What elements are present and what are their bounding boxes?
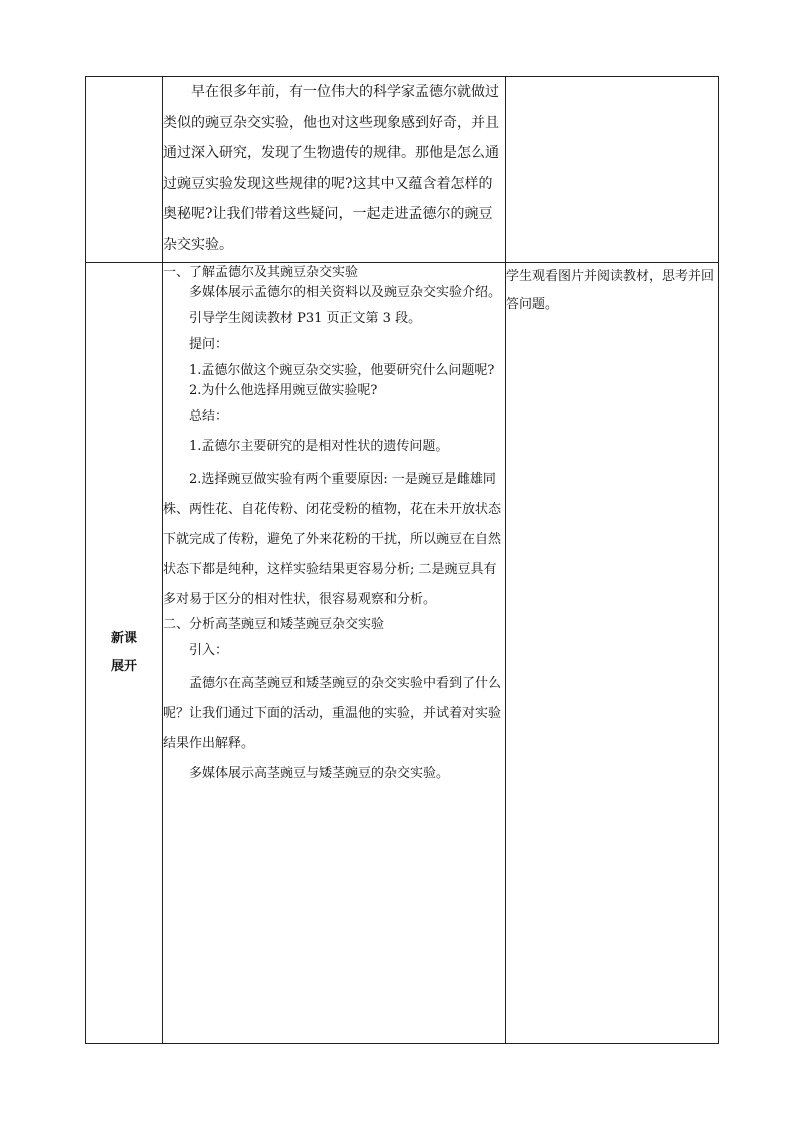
intro-label: 引入： <box>189 643 229 658</box>
intro-label-cell <box>86 77 163 263</box>
intro-row <box>86 77 719 263</box>
summary-label: 总结： <box>189 409 229 424</box>
part2-intro: 孟德尔在高茎豌豆和矮茎豌豆的杂交实验中看到了什么呢？让我们通过下面的活动，重温他的实验，并试着对实验结果作出解释。 <box>163 676 502 751</box>
section-label-line2: 展开 <box>110 659 137 674</box>
section-label-line1: 新课 <box>110 631 137 646</box>
teacher-activity-cell <box>163 263 506 1044</box>
summary-1: 1.孟德尔主要研究的是相对性状的遗传问题。 <box>189 439 449 454</box>
intro-activity-cell <box>506 77 719 263</box>
part2-title: 二、分析高茎豌豆和矮茎豌豆杂交实验 <box>163 617 385 632</box>
question-label: 提问： <box>189 337 229 352</box>
part1-title: 一、了解孟德尔及其豌豆杂交实验 <box>163 265 359 280</box>
summary-2: 2.选择豌豆做实验有两个重要原因: 一是豌豆是雌雄同株、两性花、自花传粉、闭花受粉的植物，花在未开放状态下就完成了传粉，避免了外来花粉的干扰，所以豌豆在自然状态下都是纯种，这样实验结果更容易分析; 二是豌豆具有多对易于区分的相对性状，很容易观察和分析。 <box>163 472 502 607</box>
student-activity-text: 学生观看图片并阅读教材，思考并回答问题。 <box>506 269 715 312</box>
intro-content-cell <box>163 77 506 263</box>
intro-paragraph: 早在很多年前，有一位伟大的科学家孟德尔就做过类似的豌豆杂交实验，他也对这些现象感到好奇，并且通过深入研究，发现了生物遗传的规律。那他是怎么通过豌豆实验发现这些规律的呢?这其中又蕴含着怎样的奥秘呢?让我们带着这些疑问，一起走进孟德尔的豌豆杂交实验。 <box>163 84 499 253</box>
part2-media: 多媒体展示高茎豌豆与矮茎豌豆的杂交实验。 <box>189 766 450 781</box>
new-lesson-row <box>86 263 719 1044</box>
student-activity-cell <box>506 263 719 1044</box>
section-label <box>86 625 162 681</box>
part1-media: 多媒体展示孟德尔的相关资料以及豌豆杂交实验介绍。 <box>189 285 502 300</box>
lesson-plan-table <box>85 76 719 1044</box>
question-1: 1.孟德尔做这个豌豆杂交实验，他要研究什么问题呢? <box>189 363 495 378</box>
question-2: 2.为什么他选择用豌豆做实验呢? <box>189 383 378 398</box>
part1-guide: 引导学生阅读教材 P31 页正文第 3 段。 <box>189 311 422 326</box>
section-label-cell <box>86 263 163 1044</box>
